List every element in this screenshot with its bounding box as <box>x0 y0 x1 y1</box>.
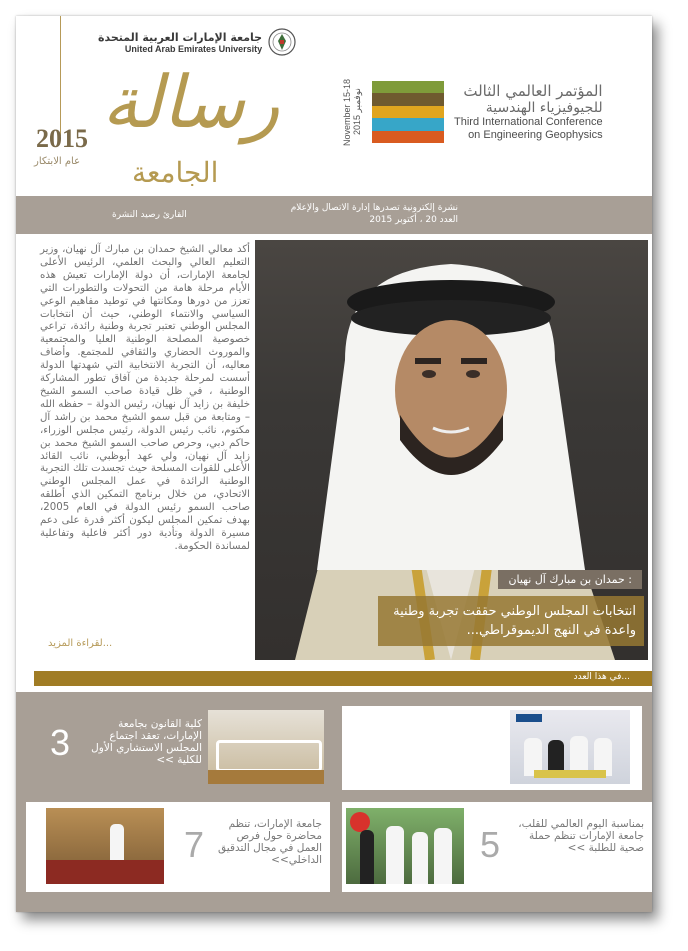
conference-title-en-2: on Engineering Geophysics <box>468 129 603 141</box>
tile-3-title: كلية القانون بجامعة الإمارات، تعقد اجتماع المجلس الاستشاري الأول للكلية >> <box>91 718 202 766</box>
masthead-title: رسالة <box>102 60 280 144</box>
conference-title-en-1: Third International Conference <box>454 116 603 128</box>
tile-5-photo <box>346 808 464 884</box>
read-more-link[interactable]: لقراءة المزيد... <box>48 638 113 649</box>
photo-caption-quote: انتخابات المجلس الوطني حققت تجربة وطنية واعدة في النهج الديموقراطي... <box>378 596 644 646</box>
publisher-line: نشرة إلكترونية تصدرها إدارة الاتصال والإعلام <box>290 203 458 213</box>
lead-article-body: أكد معالي الشيخ حمدان بن مبارك آل نهيان، وزير التعليم العالي والبحث العلمي، الرئيس الأعلى لجامعة الإمارات، أن دولة الإمارات تعيش هذه الأيام مرحلة هامة من التحولات والتطورات التي تعزز من دورها ومكانتها في توطيد مفاهيم الوعي السياسي والانتماء الوطني، حيث أن انتخابات المجلس الوطني تعتبر تجربة وطنية رائدة، تراعي خصوصية المصلحة الوطنية العليا والمجتمعية والموروث الحضاري والثقافي للمجتمع. وأضاف معاليه، أن التجربة الانتخابية التي شهدتها الدولة أسست لمرحلة جديدة من آفاق تطور المشاركة الوطنية ، في ظل قيادة صاحب السمو الشيخ خليفة بن زايد آل نهيان، رئيس الدولة – حفظه الله – ومتابعة من قبل سمو الشيخ محمد بن راشد آل مكتوم، نائب رئيس الدولة، رئيس مجلس الوزراء، حاكم دبي، وحرص صاحب السمو الشيخ محمد بن زايد آل نهيان، ولي عهد أبوظبي، نائب القائد الأعلى للقوات المسلحة حيث تجسدت تلك التجربة الوطنية الرائدة في عمل المجلس الوطني الاتحادي، من خلال برنامج التمكين الذي أطلقه صاحب السمو رئيس الدولة في العام 2005، بهدف تمكين المجلس ليكون أكثر قدرة على دعم مسيرة الدولة وتأدية دور أكثر فاعلية وتفاعلية لمساندة الحكومة. <box>40 244 250 552</box>
issue-tile-2[interactable] <box>342 706 642 790</box>
issue-tile-3[interactable] <box>26 706 330 790</box>
in-this-issue-label: في هذا العدد... <box>573 672 630 682</box>
university-logo[interactable] <box>98 28 296 56</box>
newsletter-page <box>16 16 652 912</box>
conference-date: November 15-18 2015 نوفمبر <box>342 78 362 146</box>
conference-title-ar-1: المؤتمر العالمي الثالث <box>463 82 603 100</box>
tile-2-photo <box>510 710 630 784</box>
masthead-subtitle: الجامعة <box>132 156 219 189</box>
decorative-line <box>60 16 61 136</box>
tile-3-number: 3 <box>50 722 71 763</box>
conference-title-ar-2: للجيوفيزياء الهندسية <box>485 100 603 116</box>
lead-photo <box>255 240 648 660</box>
issue-tile-7[interactable] <box>26 802 330 892</box>
year-caption: عام الابتكار <box>34 156 81 167</box>
tile-5-title: بمناسبة اليوم العالمي للقلب، جامعة الإمارات تنظم حملة صحية للطلبة >> <box>518 818 644 854</box>
band-left-text: القارئ رصيد النشرة <box>112 210 187 220</box>
photo-caption-name: حمدان بن مبارك آل نهيان : <box>498 570 642 589</box>
tile-2-title: توقيع اتفاقية تفاهم مشتركة مع مجلس أبوظبي للتعليم >> <box>387 718 504 754</box>
in-this-issue-bar <box>34 671 652 686</box>
year-2015: 2015 <box>36 124 88 153</box>
stripe-green <box>372 81 444 93</box>
issue-number-line: العدد 20 ، أكتوبر 2015 <box>369 215 458 225</box>
falcon-emblem-icon <box>268 28 296 56</box>
tile-7-number: 7 <box>184 824 205 865</box>
stripe-yellow <box>372 106 444 118</box>
info-band <box>16 196 652 234</box>
stripe-blue <box>372 118 444 130</box>
band-right-text <box>291 202 458 226</box>
conference-logo-stripes <box>372 81 444 143</box>
tile-3-photo <box>208 710 324 784</box>
tile-7-title: جامعة الإمارات، تنظم محاضرة حول فرص العمل في مجال التدقيق الداخلي>> <box>218 818 322 866</box>
university-name-ar: جامعة الإمارات العربية المتحدة <box>98 30 263 44</box>
conference-banner[interactable] <box>342 72 603 152</box>
tile-7-photo <box>46 808 164 884</box>
issue-tile-5[interactable] <box>342 802 652 892</box>
tile-5-number: 5 <box>480 824 501 865</box>
university-name-en: United Arab Emirates University <box>124 43 263 54</box>
stripe-orange <box>372 131 444 143</box>
stripe-brown <box>372 93 444 105</box>
tile-2-number: 2 <box>342 722 363 763</box>
